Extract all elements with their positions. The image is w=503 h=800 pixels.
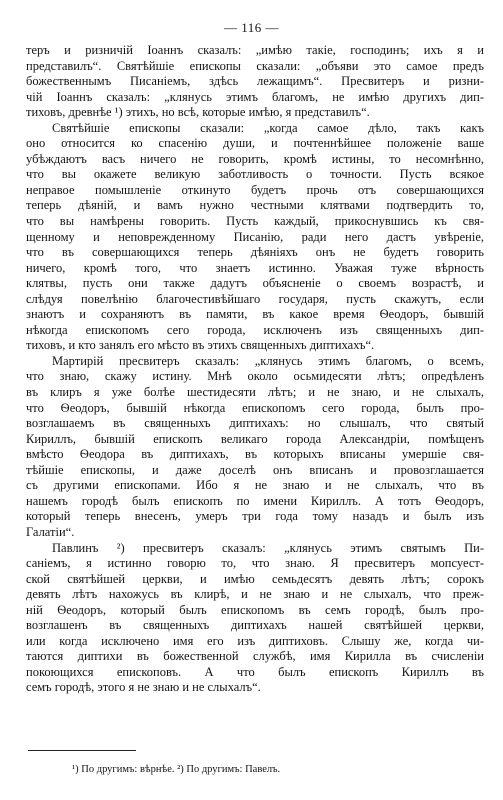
- text-line: ской святѣйшей церкви, и имѣю семьдесятъ девять лѣтъ; сорокъ: [26, 571, 484, 586]
- text-line: божественнымъ Писаніемъ, здѣсь лежащимъ“. Пресвитеръ и ризни-: [26, 74, 484, 89]
- text-line: нашемъ городѣ былъ епископъ по имени Кириллъ. А тотъ Ѳеодоръ,: [26, 493, 484, 508]
- text-line: вмѣсто Ѳеодора въ диптихахъ, въ которыхъ вписаны умершіе свя-: [26, 447, 484, 462]
- paragraph: [26, 541, 484, 696]
- text-line: неправое помышленіе откинуто будетъ прочь отъ совершающихся: [26, 182, 484, 197]
- text-line: съ другими епископами. Ибо я не знаю и не слыхалъ, что въ: [26, 478, 484, 493]
- text-line: слѣдуя повелѣнію благочестивѣйшаго государя, пусть скажутъ, если: [26, 291, 484, 306]
- paragraph: [26, 354, 484, 541]
- text-line: что въ совершающихся теперь дѣяніяхъ онъ не будетъ говорить: [26, 245, 484, 260]
- text-line: ничего, кромѣ того, что знаетъ истинно. Уважая туже вѣрность: [26, 260, 484, 275]
- text-line: что вы намѣрены говорить. Пусть каждый, прикоснувшись къ свя-: [26, 214, 484, 229]
- text-line: таются диптихи въ божественной службѣ, имя Кирилла въ счисленіи: [26, 649, 484, 664]
- body-text: [26, 43, 484, 696]
- text-line: покоющихся епископовъ. А что былъ епископъ Кириллъ въ: [26, 664, 484, 679]
- text-line: убѣждаютъ васъ ничего не говорить, кромѣ истины, то несомнѣнно,: [26, 151, 484, 166]
- text-line: Павлинъ ²) пресвитеръ сказалъ: „клянусь этимъ святымъ Пи-: [52, 540, 484, 555]
- text-line: щенному и неповрежденному Писанію, ради него дастъ увѣреніе,: [26, 229, 484, 244]
- footnote-divider: [28, 750, 136, 751]
- text-line: возглашенъ въ священныхъ диптихахъ нашей святѣйшей церкви,: [26, 618, 484, 633]
- text-line: что Ѳеодоръ, бывшій нѣкогда епископомъ сего города, былъ про-: [26, 400, 484, 415]
- text-line: клятвы, пусть они также дадутъ объясненіе о своемъ возрастѣ, и: [26, 276, 484, 291]
- footnote: ¹) По другимъ: вѣрнѣе. ²) По другимъ: Павелъ.: [72, 764, 281, 775]
- text-line: теръ и ризничій Іоаннъ сказалъ: „имѣю такіе, господинъ; ихъ я и: [26, 43, 484, 57]
- text-line: оно относится ко спасенію души, и почтеннѣйшее положеніе ваше: [26, 136, 484, 151]
- text-line: Галатіи“.: [26, 524, 75, 539]
- text-line: ній Ѳеодоръ, который былъ епископомъ въ семъ городѣ, былъ про-: [26, 602, 484, 617]
- text-line: что знаю, скажу истину. Мнѣ около осьмидесяти лѣтъ; опредѣленъ: [26, 369, 484, 384]
- text-line: въ клиръ я уже болѣе шестидесяти лѣтъ; и не знаю, и не слыхалъ,: [26, 385, 484, 400]
- text-line: или когда исключено имя его изъ диптиховъ. Слышу же, когда чи-: [26, 633, 484, 648]
- text-line: нѣкогда епископомъ сего города, исключенъ изъ священныхъ дип-: [26, 322, 484, 337]
- paragraph: [26, 43, 484, 121]
- text-line: возглашаемъ въ священныхъ диптихахъ: но слышалъ, что святый: [26, 416, 484, 431]
- text-line: саніемъ, я истинно говорю то, что знаю. Я пресвитеръ мопсуест-: [26, 556, 484, 571]
- text-line: тиховъ, древнѣе ¹) этихъ, но всѣ, которые имѣю, я представилъ“.: [26, 105, 370, 120]
- text-line: что вы окажете великую заботливость о точности. Пусть всякое: [26, 167, 484, 182]
- text-line: знаютъ и сохраняютъ въ памяти, въ какое время Ѳеодоръ, бывшій: [26, 307, 484, 322]
- text-line: теперь дѣяній, и вамъ нужно честными клятвами подтвердить то,: [26, 198, 484, 213]
- text-line: чій Іоаннъ сказалъ: „клянусь этимъ благомъ, не имѣю другихъ дип-: [26, 89, 484, 104]
- text-line: девять лѣтъ нахожусь въ клирѣ, и не знаю и не слыхалъ, что преж-: [26, 587, 484, 602]
- text-line: Святѣйшіе епископы сказали: „когда самое дѣло, такъ какъ: [52, 120, 484, 135]
- text-line: Мартирій пресвитеръ сказалъ: „клянусь этимъ благомъ, о всемъ,: [52, 353, 484, 368]
- paragraph: [26, 121, 484, 354]
- text-line: представилъ“. Святѣйшіе епископы сказали: „объяви это самое предъ: [26, 58, 484, 73]
- text-line: Кириллъ, бывшій епископъ великаго города Александріи, помѣщенъ: [26, 431, 484, 446]
- text-line: тиховъ, и кто занялъ его мѣсто въ этихъ священныхъ диптихахъ“.: [26, 338, 375, 353]
- text-line: семъ городѣ, этого я не знаю и не слыхалъ“.: [26, 680, 261, 695]
- text-line: который теперь внесенъ, умеръ три года тому назадъ и былъ изъ: [26, 509, 484, 524]
- text-line: тѣйшіе епископы, и даже доселѣ онъ вписанъ и провозглашается: [26, 462, 484, 477]
- page-number: — 116 —: [223, 20, 280, 35]
